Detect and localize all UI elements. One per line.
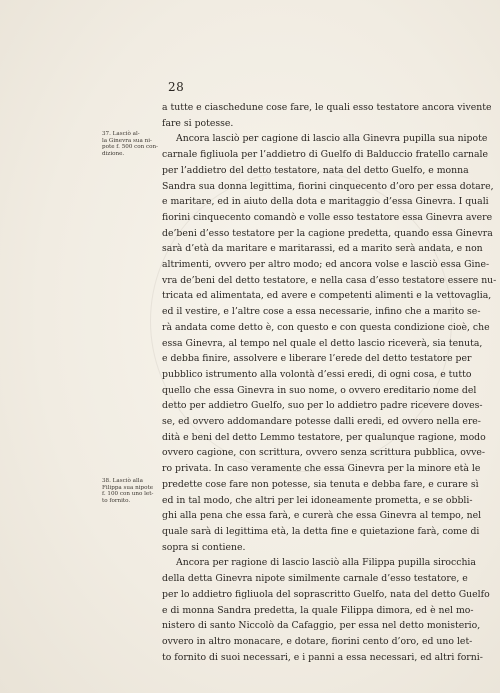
text-line: de’beni d’esso testatore per la cagione predetta, quando essa Ginevra xyxy=(162,227,493,239)
text-line: vra de’beni del detto testatore, e nella casa d’esso testatore essere nu- xyxy=(162,274,497,286)
text-line: e maritare, ed in aiuto della dota e maritaggio d’essa Ginevra. I quali xyxy=(162,196,489,208)
text-line: quello che essa Ginevra in suo nome, o ovvero ereditario nome del xyxy=(162,384,477,396)
text-line: quale sarà di legittima età, la detta fine e quietazione farà, come di xyxy=(162,525,480,537)
margin-note-line: 38. Lasciò alla xyxy=(102,478,143,484)
margin-note-line: dizione. xyxy=(102,150,125,157)
text-line: tricata ed alimentata, ed avere e competenti alimenti e la vettovaglia, xyxy=(162,290,492,302)
text-line: se, ed ovvero addomandare potesse dalli eredi, ed ovvero nella ere- xyxy=(162,416,481,428)
text-line: dità e beni del detto Lemmo testatore, per qualunque ragione, modo xyxy=(162,431,486,443)
margin-note-line: 37. Lasciò al- xyxy=(102,131,140,137)
text-line: sopra si contiene. xyxy=(162,541,246,553)
text-line: carnale figliuola per l’addietro di Guelfo di Balduccio fratello carnale xyxy=(162,149,488,161)
text-line: Sandra sua donna legittima, fiorini cinquecento d’oro per essa dotare, xyxy=(162,180,494,192)
text-line: ed il vestire, e l’altre cose a essa necessarie, infino che a marito se- xyxy=(162,306,481,318)
text-line: detto per addietro Guelfo, suo per lo addietro padre ricevere doves- xyxy=(162,400,483,412)
margin-note-38 xyxy=(102,478,160,504)
margin-note-line: pote f. 500 con con- xyxy=(102,144,159,151)
text-line: rà andata come detto è, con questo e con questa condizione cioè, che xyxy=(162,321,490,333)
text-line: a tutte e ciaschedune cose fare, le quali esso testatore ancora vivente xyxy=(162,102,492,113)
text-line: to fornito di suoi necessari, e i panni a essa necessari, ed altri forni- xyxy=(162,651,483,663)
text-line: fiorini cinquecento comandò e volle esso testatore essa Ginevra avere xyxy=(162,211,493,223)
page-number: 28 xyxy=(168,80,185,94)
text-line: nistero di santo Niccolò da Cafaggio, per essa nel detto monisterio, xyxy=(162,620,481,632)
text-line: per l’addietro del detto testatore, nata del detto Guelfo, e monna xyxy=(162,164,469,176)
margin-note-line: to fornito. xyxy=(102,497,131,504)
text-line: ghi alla pena che essa farà, e curerà che essa Ginevra al tempo, nel xyxy=(162,510,482,522)
text-line: e debba finire, assolvere e liberare l’erede del detto testatore per xyxy=(162,353,472,365)
text-line: fare si potesse. xyxy=(162,117,234,129)
text-line: Ancora lasciò per cagione di lascio alla Ginevra pupilla sua nipote xyxy=(176,133,488,145)
text-line: Ancora per ragione di lascio lasciò alla Filippa pupilla sirocchia xyxy=(176,557,476,569)
text-line: ro privata. In caso veramente che essa Ginevra per la minore età le xyxy=(162,463,481,475)
text-line: altrimenti, ovvero per altro modo; ed ancora volse e lasciò essa Gine- xyxy=(162,259,490,271)
text-line: essa Ginevra, al tempo nel quale el detto lascio riceverà, sia tenuta, xyxy=(162,337,483,349)
text-line: ovvero cagione, con scrittura, ovvero senza scrittura pubblica, ovve- xyxy=(162,447,486,459)
text-line: predette cose fare non potesse, sia tenuta e debba fare, e curare sì xyxy=(162,478,479,490)
body-text xyxy=(162,100,497,665)
text-line: sarà d’età da maritare e maritarassi, ed a marito serà andata, e non xyxy=(162,243,483,255)
text-line: pubblico istrumento alla volontà d’essi eredi, di ogni cosa, e tutto xyxy=(162,368,472,380)
text-line: per lo addietro figliuola del soprascritto Guelfo, nata del detto Guelfo xyxy=(162,588,490,600)
margin-note-line: Filippa sua nipote xyxy=(102,484,154,491)
text-line: e di monna Sandra predetta, la quale Filippa dimora, ed è nel mo- xyxy=(162,604,474,616)
text-line: della detta Ginevra nipote similmente carnale d’esso testatore, e xyxy=(162,573,468,585)
margin-note-line: la Ginevra sua ni- xyxy=(102,137,152,144)
margin-note-37 xyxy=(102,131,160,157)
margin-note-line: f. 100 con uno let- xyxy=(102,491,154,498)
text-line: ovvero in altro monacare, e dotare, fiorini cento d’oro, ed uno let- xyxy=(162,635,473,647)
text-line: ed in tal modo, che altri per lei idoneamente prometta, e se obbli- xyxy=(162,494,473,506)
